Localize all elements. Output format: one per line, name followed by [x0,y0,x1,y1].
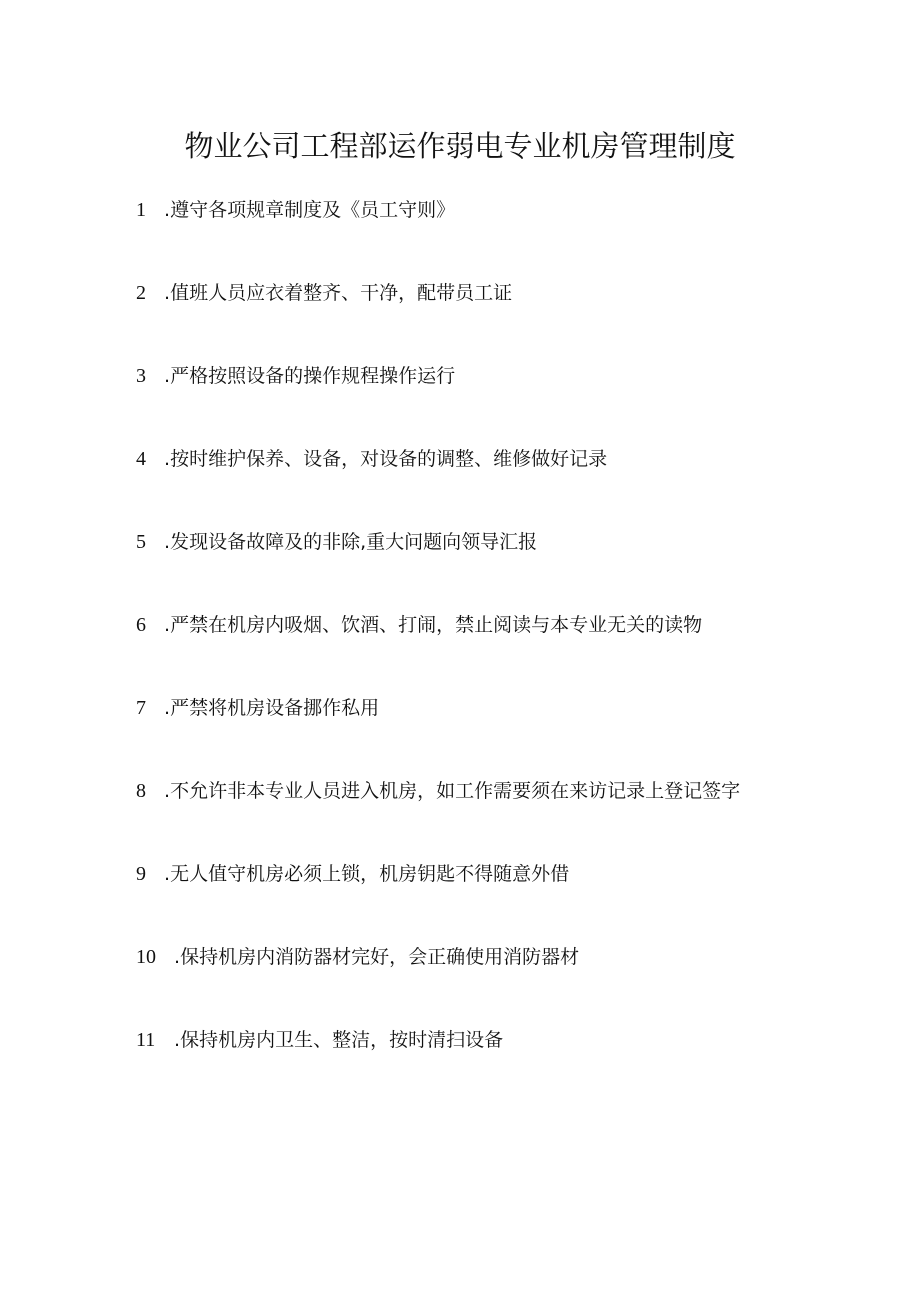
page-title: 物业公司工程部运作弱电专业机房管理制度 [184,129,736,163]
rule-number: 2 [136,282,146,304]
rule-item-10 [136,943,856,1026]
rule-number: 8 [136,780,146,802]
rule-item-1 [136,196,856,279]
rule-item-7 [136,694,856,777]
rule-text: .遵守各项规章制度及《员工守则》 [164,199,456,221]
rule-number: 4 [136,448,146,470]
rule-item-4 [136,445,856,528]
rule-item-6 [136,611,856,694]
rule-number: 7 [136,697,146,719]
rule-number: 1 [136,199,146,221]
rule-item-8 [136,777,856,860]
rule-item-2 [136,279,856,362]
rule-text: .无人值守机房必须上锁，机房钥匙不得随意外借 [164,863,570,885]
rule-text: .严禁将机房设备挪作私用 [164,697,380,719]
rule-item-11 [136,1026,856,1109]
rule-item-9 [136,860,856,943]
rule-item-3 [136,362,856,445]
rule-text: .发现设备故障及的非除,重大问题向领导汇报 [164,531,538,553]
rule-text: .值班人员应衣着整齐、干净，配带员工证 [164,282,513,304]
rule-text: .按时维护保养、设备，对设备的调整、维修做好记录 [164,448,608,470]
rule-text: .保持机房内消防器材完好，会正确使用消防器材 [174,946,580,968]
rule-number: 5 [136,531,146,553]
rule-number: 6 [136,614,146,636]
rule-number: 3 [136,365,146,387]
rule-number: 11 [136,1029,156,1051]
rule-number: 10 [136,946,156,968]
rule-text: .不允许非本专业人员进入机房，如工作需要须在来访记录上登记签字 [164,780,741,802]
rules-list [136,196,856,1109]
rule-item-5 [136,528,856,611]
rule-text: .严格按照设备的操作规程操作运行 [164,365,456,387]
rule-text: .保持机房内卫生、整洁，按时清扫设备 [174,1029,504,1051]
rule-text: .严禁在机房内吸烟、饮酒、打闹，禁止阅读与本专业无关的读物 [164,614,703,636]
rule-number: 9 [136,863,146,885]
